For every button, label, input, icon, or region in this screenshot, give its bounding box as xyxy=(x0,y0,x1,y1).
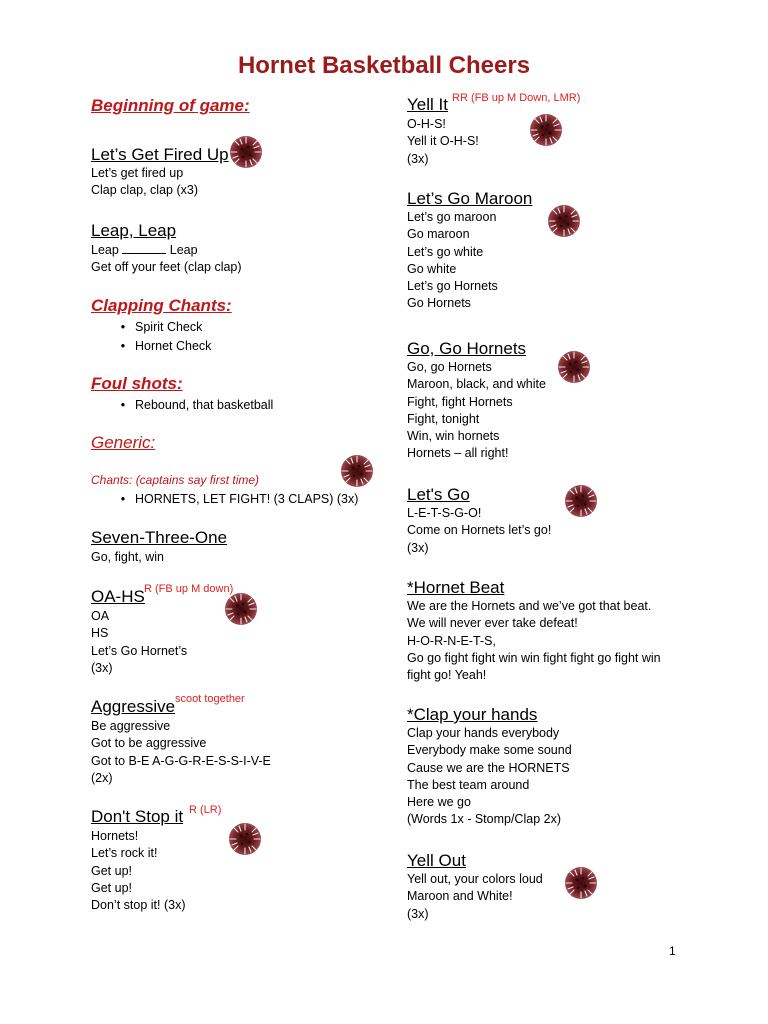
beginning-of-game-heading: Beginning of game: xyxy=(91,96,250,115)
cheer-line: Clap clap, clap (x3) xyxy=(91,183,198,198)
seven-three-one-title: Seven-Three-One xyxy=(91,528,228,547)
pompom-icon xyxy=(556,349,592,385)
cheer-line: Let’s Go Hornet’s xyxy=(91,643,188,658)
cheer-line: H-O-R-N-E-T-S, xyxy=(407,633,496,648)
yell-it-note: RR (FB up M Down, LMR) xyxy=(452,92,581,104)
cheer-line: Get up! xyxy=(91,863,132,878)
cheer-line: fight go! Yeah! xyxy=(407,668,487,683)
oa-hs-note: R (FB up M down) xyxy=(144,583,234,595)
hornet-beat-lines xyxy=(407,598,661,684)
go-go-hornets-lines xyxy=(407,359,546,463)
cheer-line: Let’s go Hornets xyxy=(407,279,498,294)
oa-hs-title: OA-HS xyxy=(91,587,145,606)
cheer-line: Be aggressive xyxy=(91,719,171,733)
foul-shots-heading: Foul shots: xyxy=(91,374,183,393)
aggressive-lines xyxy=(91,718,271,787)
document-title: Hornet Basketball Cheers xyxy=(237,52,531,79)
dont-stop-it-title: Don't Stop it xyxy=(91,807,184,826)
clapping-chants-heading: Clapping Chants: xyxy=(91,296,232,315)
list-item: • Spirit Check xyxy=(111,318,211,337)
list-item: • HORNETS, LET FIGHT! (3 CLAPS) (3x) xyxy=(111,490,358,509)
cheer-line: Fight, tonight xyxy=(407,411,480,426)
cheer-line: Don’t stop it! (3x) xyxy=(91,898,186,913)
cheer-line: Go, fight, win xyxy=(91,550,164,564)
cheer-line: We are the Hornets and we’ve got that beat. xyxy=(407,599,652,613)
pompom-icon xyxy=(546,203,582,239)
cheer-line: (2x) xyxy=(91,770,113,785)
cheer-line: Maroon and White! xyxy=(407,889,513,904)
yell-out-lines xyxy=(407,871,543,923)
aggressive-note: scoot together xyxy=(175,693,245,705)
oa-hs-lines xyxy=(91,608,187,677)
pompom-icon xyxy=(528,112,564,148)
aggressive-title: Aggressive xyxy=(91,697,176,716)
cheer-line: Maroon, black, and white xyxy=(407,377,546,392)
cheer-line: Yell it O-H-S! xyxy=(407,134,479,149)
list-item: • Hornet Check xyxy=(111,337,211,356)
cheer-line: L-E-T-S-G-O! xyxy=(407,506,482,520)
blank-line xyxy=(122,242,166,254)
chants-label: Chants: (captains say first time) xyxy=(91,473,260,487)
foul-shots-list xyxy=(111,396,273,415)
pompom-icon xyxy=(563,483,599,519)
cheer-line: Go go fight fight win win fight fight go fight win xyxy=(407,650,661,665)
lets-go-lines xyxy=(407,505,551,557)
cheer-line: Hornets – all right! xyxy=(407,446,509,461)
cheer-line: Win, win hornets xyxy=(407,429,500,444)
leap-title: Leap, Leap xyxy=(91,221,177,240)
leap-word: Leap xyxy=(169,243,198,257)
list-item: • Rebound, that basketball xyxy=(111,396,273,415)
cheer-line: Let’s go maroon xyxy=(407,210,497,224)
cheer-line: (3x) xyxy=(407,540,429,555)
cheer-line: Get up! xyxy=(91,880,132,895)
cheer-line: The best team around xyxy=(407,777,530,792)
dont-stop-it-lines xyxy=(91,828,185,914)
generic-heading: Generic: xyxy=(91,433,156,452)
go-go-hornets-title: Go, Go Hornets xyxy=(407,339,527,358)
seven-three-one-lines xyxy=(91,549,164,566)
yell-it-lines xyxy=(407,116,479,168)
leap-lines xyxy=(91,242,242,277)
yell-it-title: Yell It xyxy=(407,95,448,114)
cheer-line: Yell out, your colors loud xyxy=(407,872,543,886)
cheer-line: Come on Hornets let’s go! xyxy=(407,523,552,538)
cheer-line: Go white xyxy=(407,261,457,276)
cheer-line: OA xyxy=(91,609,110,623)
lets-go-title: Let's Go xyxy=(407,485,470,504)
cheer-line: Fight, fight Hornets xyxy=(407,394,513,409)
cheer-line: Get off your feet (clap clap) xyxy=(91,260,242,275)
cheer-line: Let’s rock it! xyxy=(91,846,158,861)
leap-word: Leap xyxy=(91,243,119,257)
fired-up-lines xyxy=(91,165,198,200)
cheer-line xyxy=(91,242,242,259)
cheer-line: Cause we are the HORNETS xyxy=(407,760,570,775)
cheer-line: Got to B-E A-G-G-R-E-S-S-I-V-E xyxy=(91,753,271,768)
cheer-line: Let’s go white xyxy=(407,244,484,259)
cheer-line: HS xyxy=(91,626,109,641)
clapping-chants-list xyxy=(111,318,211,355)
cheer-line: O-H-S! xyxy=(407,117,446,131)
cheer-line: Go Hornets xyxy=(407,296,471,311)
lets-go-maroon-title: Let’s Go Maroon xyxy=(407,189,533,208)
pompom-icon xyxy=(227,821,263,857)
cheer-line: (3x) xyxy=(407,151,429,166)
chants-list xyxy=(111,490,358,509)
cheer-line: Everybody make some sound xyxy=(407,743,572,758)
clap-your-hands-title: *Clap your hands xyxy=(407,705,538,724)
cheer-line: (3x) xyxy=(91,660,113,675)
pompom-icon xyxy=(339,453,375,489)
page-number: 1 xyxy=(669,944,676,958)
cheer-line: Go maroon xyxy=(407,227,470,242)
cheer-line: Here we go xyxy=(407,795,471,810)
cheer-line: Clap your hands everybody xyxy=(407,726,560,740)
cheer-line: Hornets! xyxy=(91,829,139,843)
cheer-line: (Words 1x - Stomp/Clap 2x) xyxy=(407,812,561,827)
cheer-line: Go, go Hornets xyxy=(407,360,492,374)
dont-stop-it-note: R (LR) xyxy=(189,804,222,816)
pompom-icon xyxy=(228,134,264,170)
lets-go-maroon-lines xyxy=(407,209,498,313)
cheer-line: Got to be aggressive xyxy=(91,736,207,751)
pompom-icon xyxy=(563,865,599,901)
clap-your-hands-lines xyxy=(407,725,572,829)
cheer-line: (3x) xyxy=(407,906,429,921)
yell-out-title: Yell Out xyxy=(407,851,466,870)
pompom-icon xyxy=(223,591,259,627)
cheer-line: We will never ever take defeat! xyxy=(407,616,578,631)
hornet-beat-title: *Hornet Beat xyxy=(407,578,505,597)
cheer-line: Let’s get fired up xyxy=(91,166,184,180)
fired-up-title: Let’s Get Fired Up xyxy=(91,145,229,164)
